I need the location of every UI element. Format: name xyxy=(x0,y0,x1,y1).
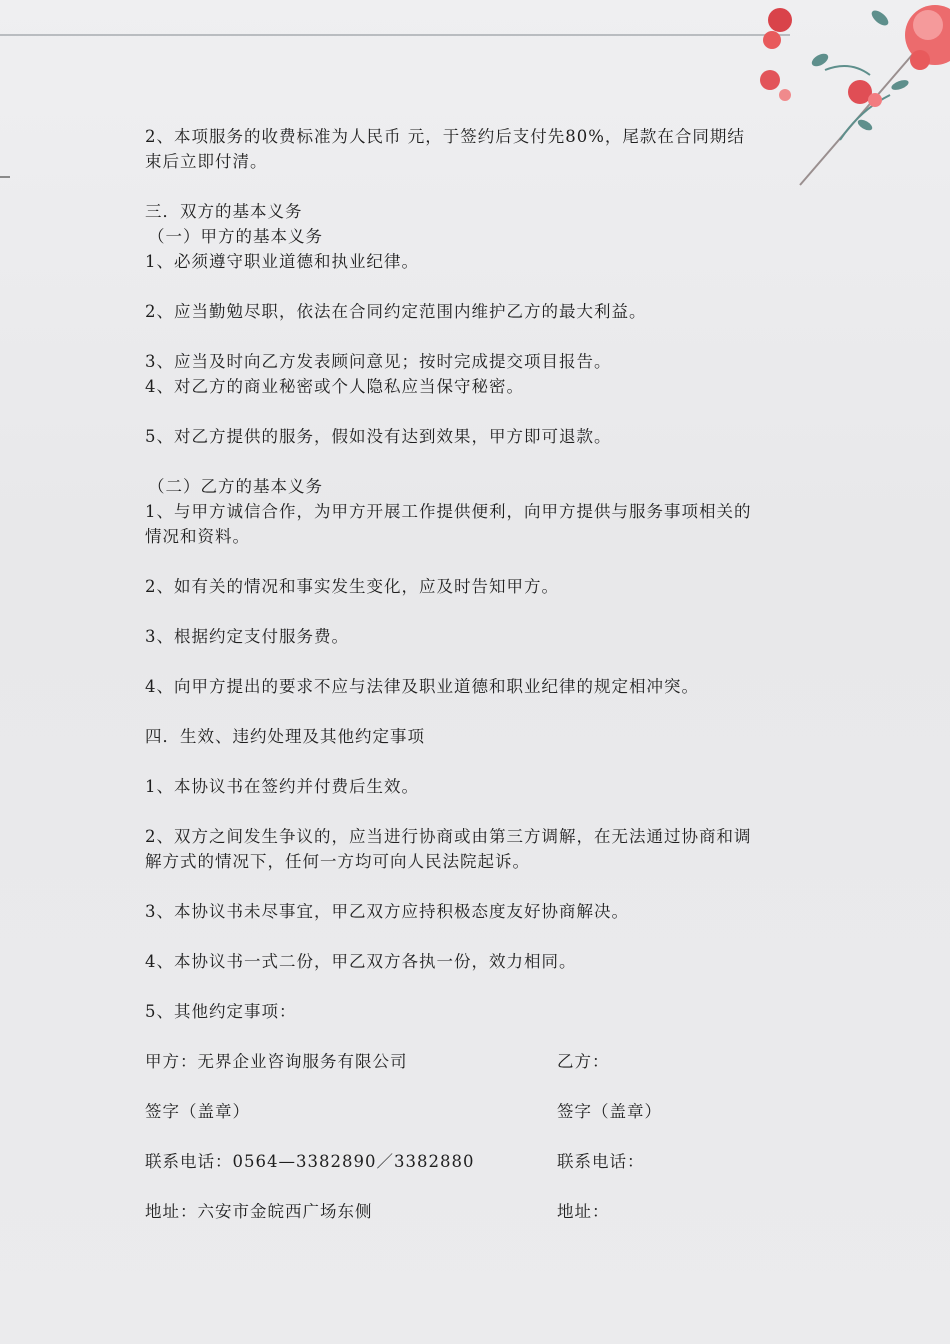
party-a-item-2: 2、应当勤勉尽职，依法在合同约定范围内维护乙方的最大利益。 xyxy=(145,302,647,321)
party-a-name: 甲方：无界企业咨询服务有限公司 xyxy=(145,1052,408,1071)
party-a-seal: 签字（盖章） xyxy=(145,1102,250,1121)
party-b-address: 地址： xyxy=(557,1202,610,1221)
party-b-phone: 联系电话： xyxy=(557,1152,645,1171)
effect-item-4: 4、本协议书一式二份，甲乙双方各执一份，效力相同。 xyxy=(145,952,577,971)
effect-item-5: 5、其他约定事项： xyxy=(145,1002,297,1021)
party-a-address: 地址：六安市金皖西广场东侧 xyxy=(145,1202,373,1221)
margin-mark xyxy=(0,176,10,178)
signature-row-names xyxy=(145,1049,810,1074)
party-a-item-1: 1、必须遵守职业道德和执业纪律。 xyxy=(145,252,419,271)
subheading-party-a: （一）甲方的基本义务 xyxy=(148,227,323,246)
signature-row-address xyxy=(145,1199,810,1224)
signature-row-phone xyxy=(145,1149,810,1174)
party-a-item-5: 5、对乙方提供的服务，假如没有达到效果，甲方即可退款。 xyxy=(145,427,612,446)
party-b-name: 乙方： xyxy=(557,1052,610,1071)
payment-clause-line2: 束后立即付清。 xyxy=(145,152,268,171)
document-body xyxy=(145,124,810,1224)
effect-item-3: 3、本协议书未尽事宜，甲乙双方应持积极态度友好协商解决。 xyxy=(145,902,629,921)
party-b-item-3: 3、根据约定支付服务费。 xyxy=(145,627,349,646)
party-b-item-1-line2: 情况和资料。 xyxy=(145,527,250,546)
party-a-item-4: 4、对乙方的商业秘密或个人隐私应当保守秘密。 xyxy=(145,377,524,396)
subheading-party-b: （二）乙方的基本义务 xyxy=(148,477,323,496)
effect-item-2-line2: 解方式的情况下，任何一方均可向人民法院起诉。 xyxy=(145,852,530,871)
effect-item-2-line1: 2、双方之间发生争议的，应当进行协商或由第三方调解，在无法通过协商和调 xyxy=(145,827,752,846)
party-b-seal: 签字（盖章） xyxy=(557,1102,662,1121)
effect-item-1: 1、本协议书在签约并付费后生效。 xyxy=(145,777,419,796)
party-b-item-2: 2、如有关的情况和事实发生变化，应及时告知甲方。 xyxy=(145,577,559,596)
section-heading-effect: 四．生效、违约处理及其他约定事项 xyxy=(145,727,425,746)
section-heading-obligations: 三．双方的基本义务 xyxy=(145,202,303,221)
signature-row-seal xyxy=(145,1099,810,1124)
party-b-item-1-line1: 1、与甲方诚信合作，为甲方开展工作提供便利，向甲方提供与服务事项相关的 xyxy=(145,502,752,521)
header-rule xyxy=(0,34,790,36)
party-a-item-3: 3、应当及时向乙方发表顾问意见；按时完成提交项目报告。 xyxy=(145,352,612,371)
party-b-item-4: 4、向甲方提出的要求不应与法律及职业道德和职业纪律的规定相冲突。 xyxy=(145,677,699,696)
party-a-phone: 联系电话：0564—3382890／3382880 xyxy=(145,1152,475,1171)
payment-clause-line1: 2、本项服务的收费标准为人民币 元，于签约后支付先80%，尾款在合同期结 xyxy=(145,127,745,146)
